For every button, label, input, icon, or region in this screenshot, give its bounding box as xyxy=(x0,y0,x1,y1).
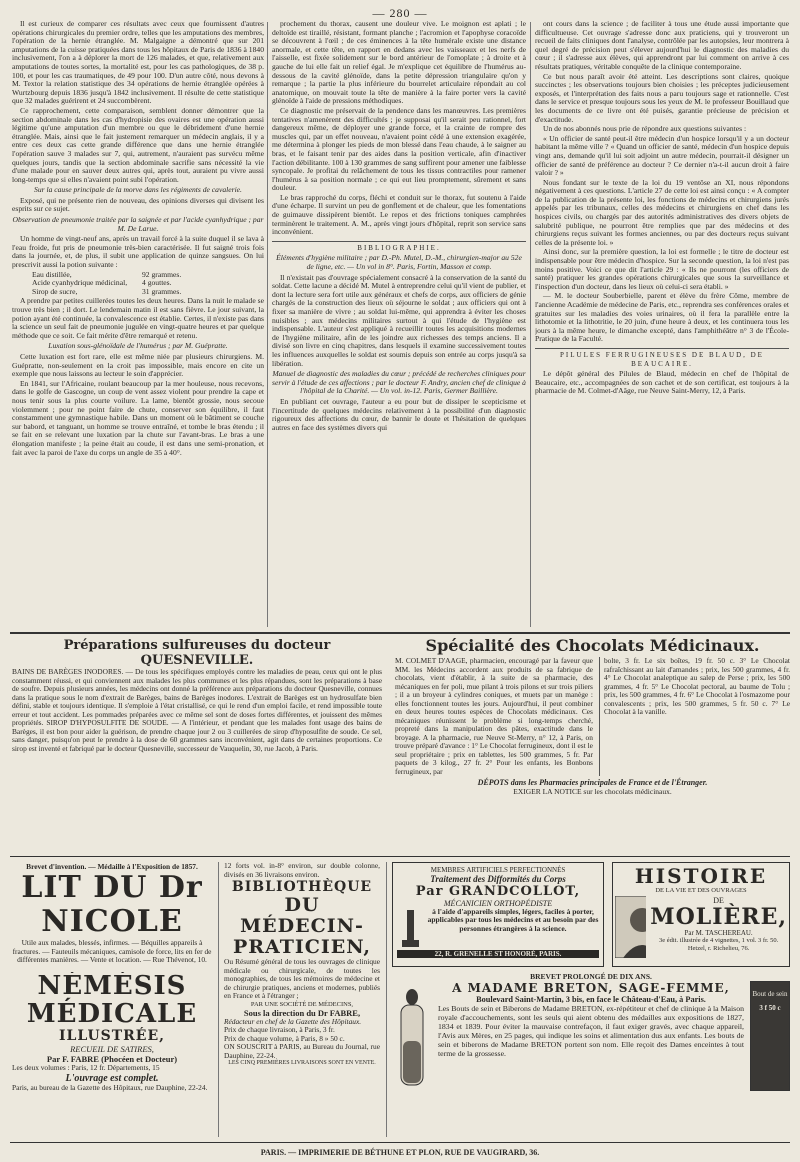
section-heading: PILULES FERRUGINEUSES DE BLAUD, DE BEAUCAIRE. xyxy=(535,348,789,368)
ad-address: 22, R. GRENELLE ST HONORÉ, PARIS. xyxy=(397,950,599,958)
paragraph: — M. le docteur Souberbielle, parent et élève du frère Côme, membre de l'ancienne Académie de médecine de Paris, etc., reprendra ses conférences orales et gratuites sur les maladies des voies urinaires, où il fera la parallèle entre la lithotomie et la lithotritie, le 20 juin, d'une heure à deux, et les continuera tous les jours à la même heure, le dimanche excepté, dans l'amphithéâtre n° 3 de l'École-Pratique de la Faculté. xyxy=(535,291,789,344)
ad-author: Par F. FABRE (Phocéen et Docteur) xyxy=(46,1054,178,1064)
paragraph: Un de nos abonnés nous prie de répondre aux questions suivantes : xyxy=(543,124,747,134)
ad-price-list: bolte, 3 fr. Le six boîtes, 19 fr. 50 c. 3° Le Chocolat rafraîchissant au lait d'amandes ; prix, les 500 grammes, 4 fr. 4° Le Chocolat analeptique au salep de Perse ; prix, les 500 grammes, 4 fr. 5° Le Chocolat pectoral, au baume de Tolu ; prix, les 500 grammes, 4 fr. 6° Le Chocolat à l'osmazome pour convalescents ; prix, les 500 grammes, 5 fr. 50 c. 7° Le Chocolat à la vanille. xyxy=(599,657,790,776)
price-value: 3 f 50 c xyxy=(759,1004,781,1012)
price-label: Bout de sein xyxy=(752,990,788,998)
prosthetic-leg-icon xyxy=(397,908,423,950)
paragraph: Ce rapprochement, cette comparaison, semblent donner démontrer que la section abdominale dans les cas d'hydropisie des ovaires est une opération aussi légitime qu'une amputation d'un membre ou que le débridement d'une hernie étranglée. Mais, ainsi que le fait justement remarquer un médecin anglais, il y a entre ces deux cas cette grande différence que dans une hernie étranglée l'opération sauve 3 malades sur 7, qui, autrement, n'auraient pas survécu même quelques jours, tandis que la section abdominale sacrifie sans nécessité la vie d'une malade pour en sauver deux autres qui, après tout, auraient pu vivre aussi long-temps que si elles n'avaient point subi l'opération. xyxy=(12,105,264,184)
ad-top: 12 forts vol. in-8° environ, sur double colonne, divisés en 36 livraisons environ. xyxy=(224,862,380,879)
moliere-portrait-icon xyxy=(615,896,646,958)
ad-nicole xyxy=(12,862,212,967)
paragraph: Cette luxation est fort rare, elle est même niée par plusieurs chirurgiens. M. Guépratte, non-seulement en la croit pas impossible, mais encore en cite un exemple que nous laissons au lecteur le soin d'apprécier. xyxy=(12,351,264,379)
paragraph: Ce but nous paraît avoir été atteint. Les descriptions sont claires, quoique succinctes ; les observations toujours bien choisies ; les préceptes judicieusement exposés, et l'interprétation des faits nous a paru toujours sage et rationnelle. C'est dans le service et presque toujours sous les yeux de M. le professeur Bouillaud que les documents de ce livre ont été puisés, garantie précieuse de précision et d'exactitude. xyxy=(535,71,789,124)
ingredient-qty: 92 grammes. xyxy=(142,269,182,279)
ingredient-name: Acide cyanhydrique médicinal, xyxy=(32,278,128,288)
ad-subtitle: DE LA VIE ET DES OUVRAGES xyxy=(655,887,747,894)
footer-divider xyxy=(10,1142,790,1143)
column-divider xyxy=(267,22,268,627)
ad-notice: EXIGER LA NOTICE sur les chocolats médicinaux. xyxy=(513,787,672,796)
ad-quesneville xyxy=(12,638,382,846)
paragraph: prochement du thorax, causent une douleur vive. Le moignon est aplati ; le deltoïde est tiraillé, résistant, formant planche ; l'acromion et l'apophyse coracoïde se découvrent à l'œil ; de ces éminences à la tête humérale existe une distance anormale, et cette tête, en rapport en dedans avec les vaisseaux et les nerfs de l'aisselle, est fixée solidement sur le bord antérieur de l'omoplate ; à droite et à gauche de lui elle fait un relief égal. Je m'explique cet équilibre de l'humérus au-dessous de la cavité glénoïde, dans la petite dépression triangulaire qu'on y remarque ; la partie la plus inférieure du bourrelet articulaire répondait au col anatomique, on mouvait toute la tête de manière à la faire porter vers la cavité glénoïde à l'aide de pressions méthodiques. xyxy=(272,20,526,106)
ad-society: PAR UNE SOCIÉTÉ DE MÉDECINS, xyxy=(250,1000,354,1008)
ad-name: Par GRANDCOLLOT, xyxy=(415,884,581,899)
ingredient-name: Sirop de sucre, xyxy=(32,286,78,296)
ad-director: Sous la direction du Dr FABRE, xyxy=(243,1007,361,1018)
article-heading: Sur la cause principale de la morve dans les régiments de cavalerie. xyxy=(34,185,242,195)
ad-body: 3e édit. illustrée de 4 vignettes, 1 vol. 3 fr. 50. Hetzel, r. Richelieu, 76. xyxy=(658,937,779,952)
article-heading: Luxation sous-glénoïdale de l'humérus ; par M. Guépratte. xyxy=(48,341,228,351)
ad-body: Les Bouts de sein et Biberons de Madame BRETON, ex-répétiteur et chef de clinique à la Maison royale d'accouchements, sont les seuls qui aient obtenu des médailles aux expositions de 1827, 1834 et 1839. Pour éviter la mauvaise contrefaçon, il faut exiger gravés, avec chaque appareil, l'Avis aux Mères, en 25 pages, qui indique les soins et alimentation dus aux enfants. Les bouts de sein et biberons de Madame BRETON portent son nom. Elle reçoit des Dames enceintes à tout terme de la grossesse. xyxy=(438,1004,744,1058)
paragraph: Nous fondant sur le texte de la loi du 19 ventôse an XI, nous répondons négativement à ces questions. L'article 27 de cette loi est ainsi conçu : « A compter de la publication de la présente loi, les fonctions de médecins et chirurgiens jurés appelés par les tribunaux, celles des médecins et chirurgiens en chef dans les hospices civils, ou chargés par des autorités administratives des divers objets de salubrité publique, ne pourront être remplies que par des médecins et des chirurgiens reçus suivant les formes anciennes, ou par des docteurs reçus suivant celles de la présente loi. » xyxy=(535,177,789,247)
column-3 xyxy=(535,20,789,625)
column-1 xyxy=(12,20,264,625)
ad-price: Prix de chaque livraison, à Paris, 3 fr. xyxy=(224,1025,335,1034)
ad-heading: BIBLIOTHÈQUE xyxy=(231,879,373,895)
ad-brevet: Brevet d'invention. — Médaille à l'Exposition de 1857. xyxy=(26,862,198,871)
paragraph: Le bras rapproché du corps, fléchi et conduit sur le thorax, fut soutenu à l'aide d'une écharpe. Il survint un peu de gonflement et de chaleur, que les fomentations de guimauve dissipèrent bientôt. Le repos et des frictions toniques camphrées terminèrent le traitement. A. M., après vingt jours d'hôpital, reprit son service sans inconvénient. xyxy=(272,192,526,237)
ad-body: Utile aux malades, blessés, infirmes. — Béquilles appareils à fractures. — Fauteuils mécaniques, camisole de force, lits en fer de différentes manières. — Vente et location. — Rue Thévenot, 10. xyxy=(12,938,212,964)
paragraph: Un homme de vingt-neuf ans, après un travail forcé à la suite duquel il se lava à l'eau froide, fut pris de pneumonie très-bien caractérisée. Il fut saigné trois fois dans la journée, et, de plus, il subit une application de quinze sangsues. On lui prescrivit aussi la potion suivante : xyxy=(12,234,264,270)
column-divider xyxy=(386,862,387,1137)
ad-title: DU MÉDECIN-PRATICIEN, xyxy=(232,894,372,958)
ad-breton xyxy=(392,972,790,1132)
book-title: Éléments d'hygiène militaire ; par D.-Ph. Mutel, D.-M., chirurgien-major au 52e de ligne, etc. — Un vol in 8°. Paris, Fortin, Masson et comp. xyxy=(276,253,522,272)
paragraph: A prendre par petites cuillerées toutes les deux heures. Dans la nuit le malade se trouve très bien ; il dort. Le lendemain matin il est sans fièvre. Le jour suivant, la potion ayant été continuée, la convalescence est établie. Certes, il n'existe pas dans la science un seul fait de pneumonie jugulée en vingt-quatre heures et par quelque méthode que ce soit. Ce fait mérite d'être remarqué et retenu. xyxy=(12,296,264,340)
ad-body: M. COLMET D'AAGE, pharmacien, encouragé par la faveur que MM. les Médecins accordent aux produits de sa fabrique de chocolats, vient d'établir, à la suite de sa pharmacie, des mécaniques en fer poli, mue pilant à trois pilons et sur trois piliers ; il a un broyeur à cylindres coniques, et muets par un manège : elles fonctionnent toutes les jours. Aujourd'hui, il peut combiner en deux heures toutes espèces de Chocolats médicinaux. Ces mécaniques réunissent le problème si long-temps cherché, propreté dans la manipulation des pâtes, exactitude dans le broyage. A la pharmacie, rue Neuve St-Merry, n° 12, à Paris, on trouve préparé d'avance : 1° Le Chocolat ferrugineux, dont il est le seul propriétaire ; prix en tablettes, les 500 grammes, 5 fr. Par paquets de 3 kilog., 27 fr. 2° Pour les enfants, les Bonbons ferrugineux, par xyxy=(395,656,593,776)
ad-address: Boulevard Saint-Martin, 3 bis, en face le Château-d'Eau, à Paris. xyxy=(476,995,706,1004)
ad-line: MEMBRES ARTIFICIELS PERFECTIONNÉS xyxy=(430,866,566,874)
biberon-illustration-icon xyxy=(392,981,432,1091)
paragraph: Ce diagnostic me préservait de la pendence dans les manœuvres. Les premières tentatives n'amenèrent des difficultés ; je supposai qu'il serait peu rationnel, fort dangereux même, de déployer une grande force, et la crainte de rompre des muscles qui, par un effet nouveau, n'avaient point cédé à une extension exagérée, me détermina à plonger les pieds de mon blessé dans l'eau chaude, à le saigner au bras, et le faisant tenir par des aides dans la position verticale, afin d'inactiver l'action débilitante. 100 à 130 grammes de sang suffirent pour amener une faiblesse syncopale. Je profitai du relâchement de tous les tissus contractiles pour ramener l'humérus à sa position normale ; ce qui eut lieu promptement, sûrement et sans douleur. xyxy=(272,105,526,193)
ingredient-qty: 4 gouttes. xyxy=(142,278,172,288)
ad-subscribe: ON SOUSCRIT à PARIS, au Bureau du Journal, rue Dauphine, 22-24. xyxy=(224,1042,380,1060)
ad-title: LIT DU Dr NICOLE xyxy=(21,870,203,939)
paragraph: Le dépôt général des Pilules de Blaud, médecin en chef de l'hôpital de Beaucaire, etc., accompagnées de son cachet et de son certificat, est toujours à la pharmacie de M. Colmet-d'Aâge, rue Neuve Saint-Merry, 12, à Paris. xyxy=(535,369,789,396)
ad-heading: BREVET PROLONGÉ DE DIX ANS. xyxy=(530,972,652,981)
ad-prices: Les deux volumes : Paris, 12 fr. Départements, 15 xyxy=(12,1063,160,1072)
paragraph: En 1841, sur l'Africaine, roulant beaucoup par la mer houleuse, nous recevons, dans le golfe de Gascogne, un coup de vent assez violent pour prendre la cape et nous tenir sous la plus courte voilure. La lame, bientôt grossie, nous secoue violemment ; pour ne point faire de chute, conserver son équilibre, il faut constamment une gymnastique habile. Dans un moment où le bâtiment se couche sur babord, et tanguant, un homme se trouve entraîné, et tombe le bras étendu ; il se fait en se relevant une luxation par la chute sur l'avant-bras. Le bras a une élongation manifeste ; la peine était au coude, il est dans une semi-pronation, et fait avec la paroi de l'axe du corps un angle de 35 à 40°. xyxy=(12,378,264,457)
ad-body: BAINS DE BARÈGES INODORES. — De tous les spécifiques employés contre les maladies de peau, ceux qui ont le plus constamment réussi, et qui conviennent aux malades les plus communes et les plus répandues, sont les préparations à base de soufre. Depuis plusieurs années, les médecins ont donné la préférence aux préparations du docteur Quesneville, connues dans la pratique sous le nom d'extrait de Barèges, bains de Barèges inodores. L'extrait de Barèges est un hydrosulfate bien défini, stable et toujours identique. Il s'emploie à l'état cristallisé, ce qui le rend d'un emploi facile, et rend impossible toute erreur et tout accident. Les pommades préparées avec ce même sel sont de doses fortes différentes, et jouissent des mêmes propriétés. SIROP D'HYPOSULFITE DE SOUDE. — A l'intérieur, et pendant que les malades font usage des bains de Barèges, il est bon pour aider la guérison, de prendre chaque jour 2 ou 3 cuillerées de sirop d'hyposulfite de soude. Ce sel, sans danger, puisqu'on peut le prendre à la dose de 60 grammes sans inconvénient, agit dans de certaines proportions. Ce sirop est inventé et fabriqué par le docteur Quesneville, successeur de Vauquelin, 30, rue Jacob, à Paris. xyxy=(12,667,382,753)
section-heading: BIBLIOGRAPHIE. xyxy=(272,241,526,253)
price-tag xyxy=(750,981,790,1091)
column-2 xyxy=(272,20,526,625)
paragraph: Ainsi donc, sur la première question, la loi est formelle ; le titre de docteur est indispensable pour être médecin d'hospice. Sur la seconde question, la loi n'est pas moins positive. Voici ce que dit l'article 29 : « Ils ne pourront (les officiers de santé) pratiquer les grandes opérations chirurgicales que sous la surveillance et l'inspection d'un docteur, dans les lieux où celui-ci sera établi. » xyxy=(535,247,789,291)
prescription-list xyxy=(32,271,264,297)
ad-name: MOLIÈRE, xyxy=(650,904,787,930)
ads-divider xyxy=(10,632,790,634)
ad-line: à l'aide d'appareils simples, légers, faciles à porter, applicables par tous les médecins et au besoin par des personnes étrangères à la science. xyxy=(427,907,599,933)
page-number: — 280 — xyxy=(372,6,428,20)
ad-depots: DÉPOTS dans les Pharmacies principales de France et de l'Étranger. xyxy=(477,778,708,787)
paragraph: Exposé, qui ne présente rien de nouveau, des opinions diverses qui divisent les esprits sur ce sujet. xyxy=(12,195,264,214)
ad-title: NÉMÉSIS MÉDICALE xyxy=(26,972,198,1029)
ad-moliere xyxy=(612,862,790,967)
ad-title: Préparations sulfureuses du docteur QUESNEVILLE. xyxy=(63,638,331,668)
column-divider xyxy=(530,22,531,627)
ad-director-title: Rédacteur en chef de la Gazette des Hôpitaux. xyxy=(224,1016,362,1026)
ad-grandcollot xyxy=(392,862,604,967)
ad-line: MÉCANICIEN ORTHOPÉDISTE xyxy=(443,899,553,908)
ad-complete: L'ouvrage est complet. xyxy=(65,1072,159,1084)
ad-de: DE xyxy=(713,896,724,905)
paragraph: « Un officier de santé peut-il être médecin d'un hospice lorsqu'il y a un docteur habitant la même ville ? « Quand un officier de santé, médecin d'un hospice depuis vingt ans, demande qu'il lui soit adjoint un autre médecin, pourrait-il désigner un officier de santé de préférence au docteur ? Ce dernier n'a-t-il aucun droit à faire valoir ? » xyxy=(535,133,789,178)
article-heading: Observation de pneumonie traitée par la saignée et par l'acide cyanhydrique ; par M. De Larue. xyxy=(12,215,264,233)
paragraph: En publiant cet ouvrage, l'auteur a eu pour but de dissiper le scepticisme et l'incertitude de quelques médecins relativement à la possibilité d'un diagnostic rigoureux des affections du cœur, de bannir le doute et l'hésitation de quelques autres en face des systèmes divers qui xyxy=(272,396,526,432)
ad-title: HISTOIRE xyxy=(634,864,768,888)
ad-sub: RECUEIL DE SATIRES, xyxy=(70,1044,154,1054)
paragraph: Il n'existait pas d'ouvrage spécialement consacré à la conservation de la santé du soldat. Cette lacune a décidé M. Mutel à entreprendre celui qu'il vient de publier, et dont la lecture sera fort utile aux généraux et chefs de corps, aux officiers de génie chargés de la construction des lieux où séjourne le soldat ; aux officiers qui ont à fixer sa manière de vivre ; au soldat lui-même, qui apprendra à éviter les choses nuisibles ; aux médecins militaires surtout à qui l'étude de l'hygiène est indispensable. L'auteur s'est appliqué à recueillir toutes les acquisitions modernes de l'hygiène militaire, afin de les joindre aux richesses des temps anciens. Il a divisé son livre en cinq chapitres, dans lesquels il examine successivement toutes les influences auxquelles le soldat est soumis depuis son entrée au corps jusqu'à sa libération. xyxy=(272,272,526,368)
ad-subtitle: ILLUSTRÉE, xyxy=(58,1028,166,1044)
ads-divider xyxy=(10,856,790,857)
ad-note: LES CINQ PREMIÈRES LIVRAISONS SONT EN VENTE. xyxy=(228,1060,376,1066)
column-divider xyxy=(218,862,219,1137)
printer-footer: PARIS. — IMPRIMERIE DE BÉTHUNE ET PLON, RUE DE VAUGIRARD, 36. xyxy=(260,1148,540,1157)
ad-line: Traitement des Difformités du Corps xyxy=(430,874,566,884)
ad-bibliotheque xyxy=(224,862,380,1122)
ad-price: Prix de chaque volume, à Paris, 8 » 50 c. xyxy=(224,1033,345,1043)
ad-title: A MADAME BRETON, SAGE-FEMME, xyxy=(452,981,730,995)
paragraph: ont cours dans la science ; de faciliter à tous une étude aussi importante que difficultueuse. Cet ouvrage s'adresse donc aux praticiens, qui y trouveront un recueil de faits cliniques dont l'analyse, contrôlée par les autopsies, leur montrera à quel degré de précision peut s'élever aujourd'hui le diagnostic des maladies du cœur ; il s'adresse aux élèves, qui apprendront par lui comment on arrive à ces résultats pratiques, véritable conquête de la clinique contemporaine. xyxy=(535,20,789,71)
ad-body: Ou Résumé général de tous les ouvrages de clinique médicale ou chirurgicale, de toutes les monographies, de tous les mémoires de médecine et de chirurgie pratiques, anciens et modernes, publiés en France et à l'étranger ; xyxy=(224,957,380,1000)
ad-title: Spécialité des Chocolats Médicinaux. xyxy=(425,636,760,655)
ad-nemesis xyxy=(12,972,212,1122)
ad-address: Paris, au bureau de la Gazette des Hôpitaux, rue Dauphine, 22-24. xyxy=(12,1082,208,1092)
ingredient-name: Eau distillée, xyxy=(32,269,72,279)
ad-chocolats xyxy=(395,636,790,852)
ingredient-qty: 31 grammes. xyxy=(142,286,182,296)
paragraph: Il est curieux de comparer ces résultats avec ceux que fournissent d'autres opérations chirurgicales du premier ordre, telles que les amputations des membres, l'opération de la hernie étranglée. M. Malgaigne a démontré que sur 201 amputations de la cuisse pratiquées dans tous les hôpitaux de Paris de 1836 à 1840 inclusivement, l'on a à déplorer la mort de 126 malades, et que, relativement aux amputations de toutes sortes, la mortalité est, pour les cas pathologiques, de 38 p. 100, et pour les cas traumatiques, de 49 pour 100. D'un autre côté, nous devons à M. Textor la relation statistique des 34 opérations de hernie étranglée opérées à Wurtzbourg depuis 1836 jusqu'à 1842 inclusivement. Il résulte de cette statistique que 32 malades guérirent et 24 succombèrent. xyxy=(12,20,264,106)
ad-author: Par M. TASCHEREAU. xyxy=(684,929,753,937)
book-title: Manuel de diagnostic des maladies du cœur ; précédé de recherches cliniques pour servir à l'étude de ces affections ; par le docteur F. Andry, ancien chef de clinique à l'hôpital de la Charité. — Un vol. in-12. Paris, Germer Baillière. xyxy=(272,369,526,396)
